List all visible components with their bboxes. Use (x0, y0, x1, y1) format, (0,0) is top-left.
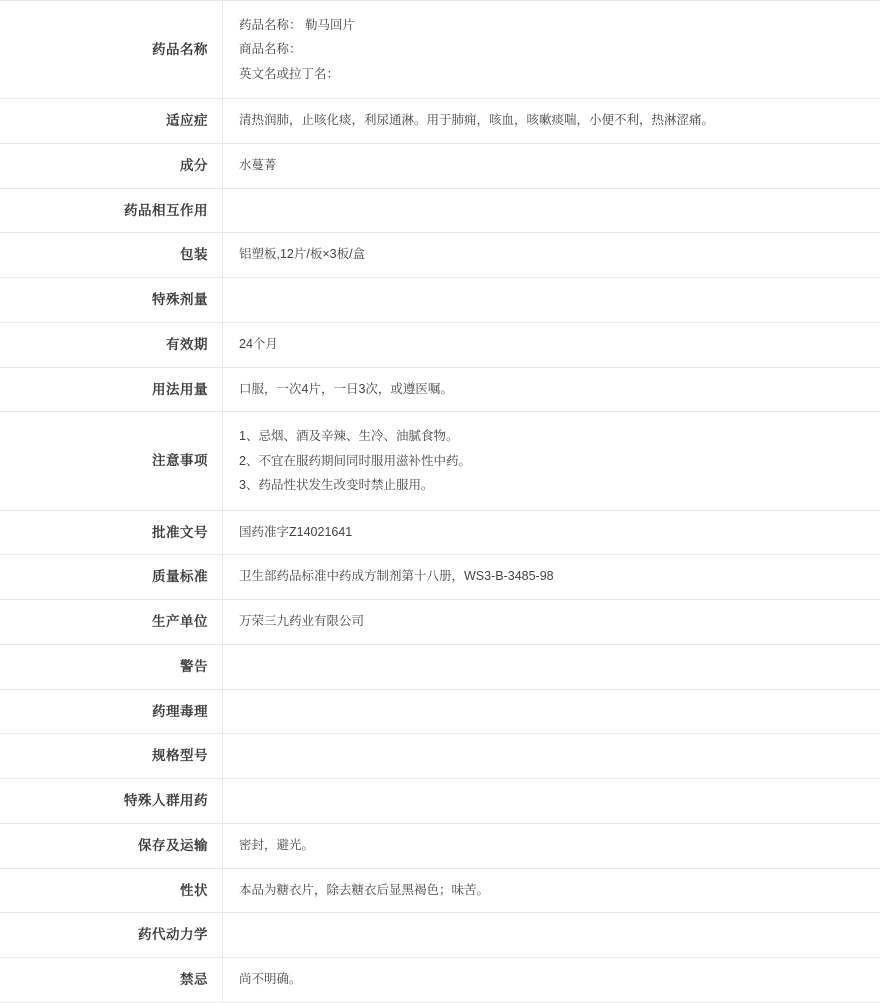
row-label-quality-standard: 质量标准 (0, 555, 223, 600)
contraindications-text: 尚不明确。 (239, 968, 868, 992)
ingredients-text: 水蔓菁 (239, 154, 868, 178)
row-label-warning: 警告 (0, 644, 223, 689)
row-value-shelf-life (223, 322, 880, 367)
row-label-drug-interactions: 药品相互作用 (0, 188, 223, 233)
row-label-ingredients: 成分 (0, 143, 223, 188)
table-row (0, 510, 880, 555)
row-label-shelf-life: 有效期 (0, 322, 223, 367)
table-row (0, 958, 880, 1003)
dosage-administration-text: 口服，一次4片，一日3次，或遵医嘱。 (239, 378, 868, 402)
shelf-life-text: 24个月 (239, 333, 868, 357)
approval-number-text: 国药准字Z14021641 (239, 521, 868, 545)
indications-text: 清热润肺，止咳化痰，利尿通淋。用于肺痈，咳血，咳嗽痰喘，小便不利，热淋涩痛。 (239, 109, 868, 133)
table-row (0, 367, 880, 412)
row-value-drug-interactions (223, 188, 880, 233)
row-value-pharmacokinetics (223, 913, 880, 958)
english-name-line: 英文名或拉丁名： (239, 62, 868, 86)
row-value-storage-transport (223, 823, 880, 868)
drug-name-line: 药品名称： 勒马回片 (239, 13, 868, 37)
packaging-text: 铝塑板,12片/板×3板/盒 (239, 243, 868, 267)
warning-text (239, 655, 868, 679)
row-value-precautions (223, 412, 880, 510)
row-value-warning (223, 644, 880, 689)
pharmacokinetics-text (239, 923, 868, 947)
table-row (0, 555, 880, 600)
row-value-specification-model (223, 734, 880, 779)
table-row (0, 734, 880, 779)
row-value-ingredients (223, 143, 880, 188)
pharmacology-toxicology-text (239, 700, 868, 724)
row-value-packaging (223, 233, 880, 278)
row-label-special-population: 特殊人群用药 (0, 779, 223, 824)
table-row (0, 188, 880, 233)
row-label-dosage-administration: 用法用量 (0, 367, 223, 412)
row-value-description (223, 868, 880, 913)
table-row (0, 779, 880, 824)
row-label-indications: 适应症 (0, 99, 223, 144)
quality-standard-text: 卫生部药品标准中药成方制剂第十八册，WS3-B-3485-98 (239, 565, 868, 589)
row-value-manufacturer (223, 600, 880, 645)
table-row (0, 689, 880, 734)
table-row (0, 143, 880, 188)
row-label-precautions: 注意事项 (0, 412, 223, 510)
table-row (0, 412, 880, 510)
drug-interactions-text (239, 199, 868, 223)
row-value-indications (223, 99, 880, 144)
manufacturer-text: 万荣三九药业有限公司 (239, 610, 868, 634)
table-row (0, 278, 880, 323)
row-label-specification-model: 规格型号 (0, 734, 223, 779)
table-row (0, 823, 880, 868)
row-value-pharmacology-toxicology (223, 689, 880, 734)
special-population-text (239, 789, 868, 813)
row-label-pharmacokinetics: 药代动力学 (0, 913, 223, 958)
table-row (0, 600, 880, 645)
row-value-dosage-administration (223, 367, 880, 412)
special-dosage-text (239, 288, 868, 312)
row-label-packaging: 包装 (0, 233, 223, 278)
table-row (0, 322, 880, 367)
table-row (0, 913, 880, 958)
row-value-special-dosage (223, 278, 880, 323)
table-row (0, 233, 880, 278)
row-label-storage-transport: 保存及运输 (0, 823, 223, 868)
row-label-approval-number: 批准文号 (0, 510, 223, 555)
description-text: 本品为糖衣片，除去糖衣后显黑褐色；味苦。 (239, 879, 868, 903)
row-label-special-dosage: 特殊剂量 (0, 278, 223, 323)
table-row (0, 644, 880, 689)
row-label-contraindications: 禁忌 (0, 958, 223, 1003)
row-label-drug-name: 药品名称 (0, 1, 223, 99)
table-row (0, 99, 880, 144)
row-value-quality-standard (223, 555, 880, 600)
row-label-manufacturer: 生产单位 (0, 600, 223, 645)
precautions-line-3: 3、药品性状发生改变时禁止服用。 (239, 473, 868, 497)
trade-name-line: 商品名称： (239, 37, 868, 61)
row-label-pharmacology-toxicology: 药理毒理 (0, 689, 223, 734)
table-row (0, 868, 880, 913)
table-row (0, 1, 880, 99)
drug-info-table-body (0, 1, 880, 1003)
row-value-contraindications (223, 958, 880, 1003)
precautions-line-2: 2、不宜在服药期间同时服用滋补性中药。 (239, 449, 868, 473)
row-label-description: 性状 (0, 868, 223, 913)
specification-model-text (239, 744, 868, 768)
row-value-approval-number (223, 510, 880, 555)
row-value-drug-name (223, 1, 880, 99)
row-value-special-population (223, 779, 880, 824)
precautions-line-1: 1、忌烟、酒及辛辣、生冷、油腻食物。 (239, 424, 868, 448)
storage-transport-text: 密封，避光。 (239, 834, 868, 858)
